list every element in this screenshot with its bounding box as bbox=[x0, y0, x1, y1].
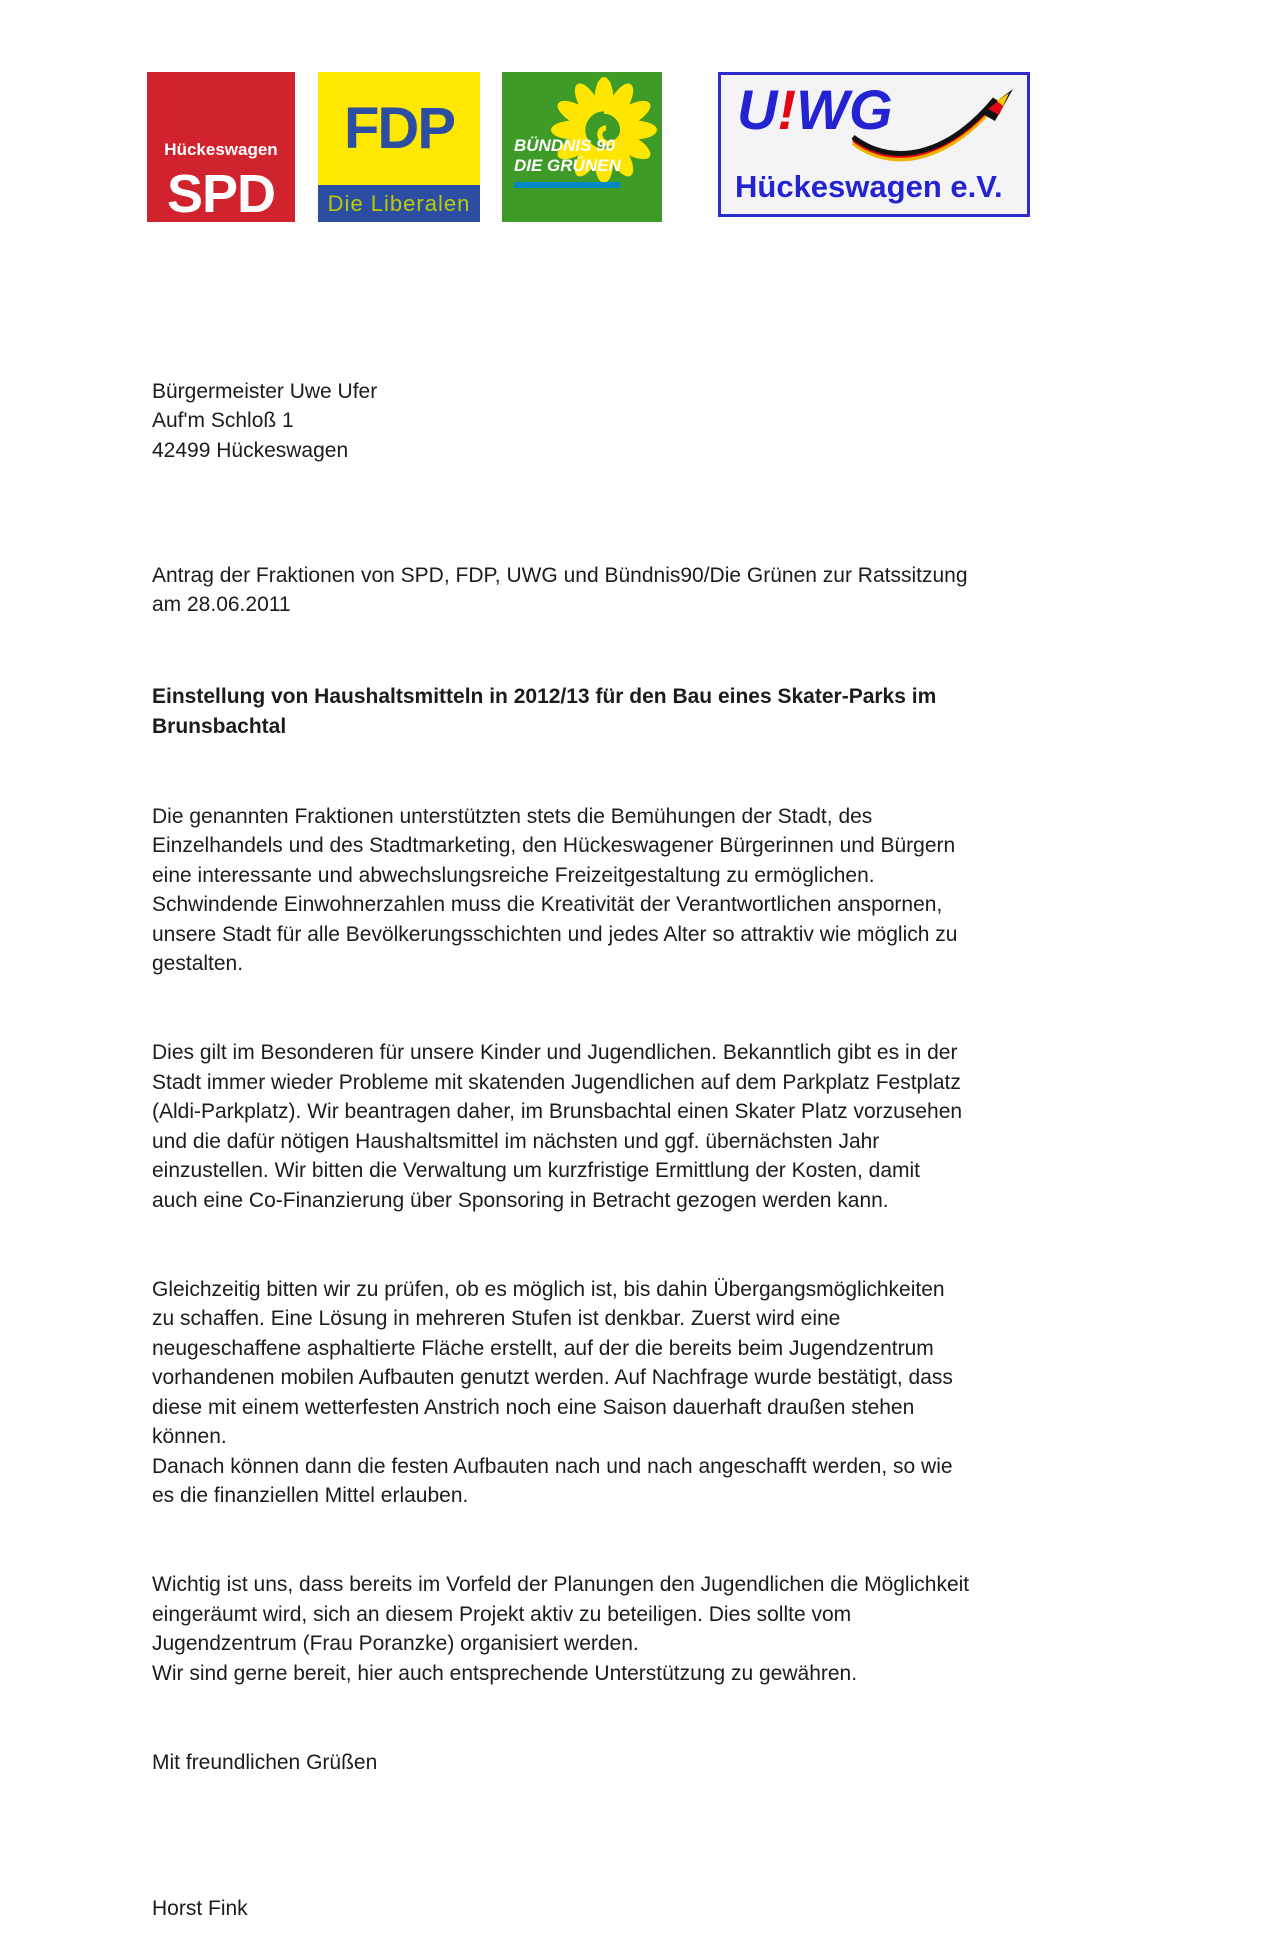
uwg-logo bbox=[718, 72, 1030, 217]
uwg-wg-letters: WG bbox=[796, 78, 893, 141]
paragraph-2: Dies gilt im Besonderen für unsere Kinder und Jugendlichen. Bekanntlich gibt es in der Stadt immer wieder Probleme mit skatenden Jugendlichen auf dem Parkplatz Festplatz (Aldi-Parkplatz). Wir beantragen daher, im Brunsbachtal einen Skater Platz vorzusehen und die dafür nötigen Haushaltsmittel im nächsten und ggf. übernächsten Jahr einzustellen. Wir bitten die Verwaltung um kurzfristige Ermittlung der Kosten, damit auch eine Co-Finanzierung über Sponsoring in Betracht gezogen werden kann. bbox=[152, 1041, 963, 1212]
letter-heading: Einstellung von Haushaltsmitteln in 2012/13 für den Bau eines Skater-Parks im Brunsbachtal bbox=[152, 685, 937, 738]
fdp-abbr-label: FDP bbox=[344, 96, 454, 161]
spd-abbr-label: SPD bbox=[166, 164, 276, 224]
fdp-tagline-bar bbox=[318, 185, 480, 222]
paragraph-4: Wichtig ist uns, dass bereits im Vorfeld der Planungen den Jugendlichen die Möglichkeit eingeräumt wird, sich an diesem Projekt aktiv zu beteiligen. Dies sollte vom Jugendzentrum (Frau Poranzke) organisiert werden. Wir sind gerne bereit, hier auch entsprechende Unterstützung zu gewähren. bbox=[152, 1573, 970, 1685]
gruene-logo bbox=[502, 72, 662, 222]
letter-body bbox=[152, 347, 1132, 1953]
fdp-logo bbox=[318, 72, 480, 222]
uwg-city-label: Hückeswagen e.V. bbox=[735, 169, 1003, 204]
signature-name: Horst Fink bbox=[152, 1896, 248, 1920]
gruene-underline bbox=[514, 182, 620, 188]
uwg-exclamation-mark: ! bbox=[777, 78, 797, 141]
spd-city-label: Hückeswagen bbox=[164, 140, 278, 159]
recipient-address: Bürgermeister Uwe Ufer Auf'm Schloß 1 42499 Hückeswagen bbox=[152, 379, 378, 462]
closing-line: Mit freundlichen Grüßen bbox=[152, 1750, 378, 1774]
uwg-u-letter: U bbox=[737, 78, 778, 141]
uwg-abbr-label bbox=[737, 79, 893, 141]
paragraph-1: Die genannten Fraktionen unterstützten stets die Bemühungen der Stadt, des Einzelhandels und des Stadtmarketing, den Hückeswagener Bürgerinnen und Bürgern eine interessante und abwechslungsreiche Freizeitgestaltung zu ermöglichen. Schwindende Einwohnerzahlen muss die Kreativität der Verantwortlichen anspornen, unsere Stadt für alle Bevölkerungsschichten und jedes Alter so attraktiv wie möglich zu gestalten. bbox=[152, 804, 958, 975]
paragraph-3: Gleichzeitig bitten wir zu prüfen, ob es möglich ist, bis dahin Übergangsmöglichkeiten zu schaffen. Eine Lösung in mehreren Stufen ist denkbar. Zuerst wird eine neugeschaffene asphaltierte Fläche erstellt, auf der die bereits beim Jugendzentrum vorhandenen mobilen Aufbauten genutzt werden. Auf Nachfrage wurde bestätigt, dass diese mit einem wetterfesten Anstrich noch eine Saison dauerhaft draußen stehen können. Danach können dann die festen Aufbauten nach und nach angeschafft werden, so wie es die finanziellen Mittel erlauben. bbox=[152, 1277, 953, 1507]
subject-line: Antrag der Fraktionen von SPD, FDP, UWG und Bündnis90/Die Grünen zur Ratssitzung am 28.06.2011 bbox=[152, 563, 968, 616]
gruene-name-label: BÜNDNIS 90 DIE GRÜNEN bbox=[514, 136, 621, 175]
fdp-tagline-label: Die Liberalen bbox=[327, 190, 471, 216]
spd-logo bbox=[147, 72, 295, 222]
